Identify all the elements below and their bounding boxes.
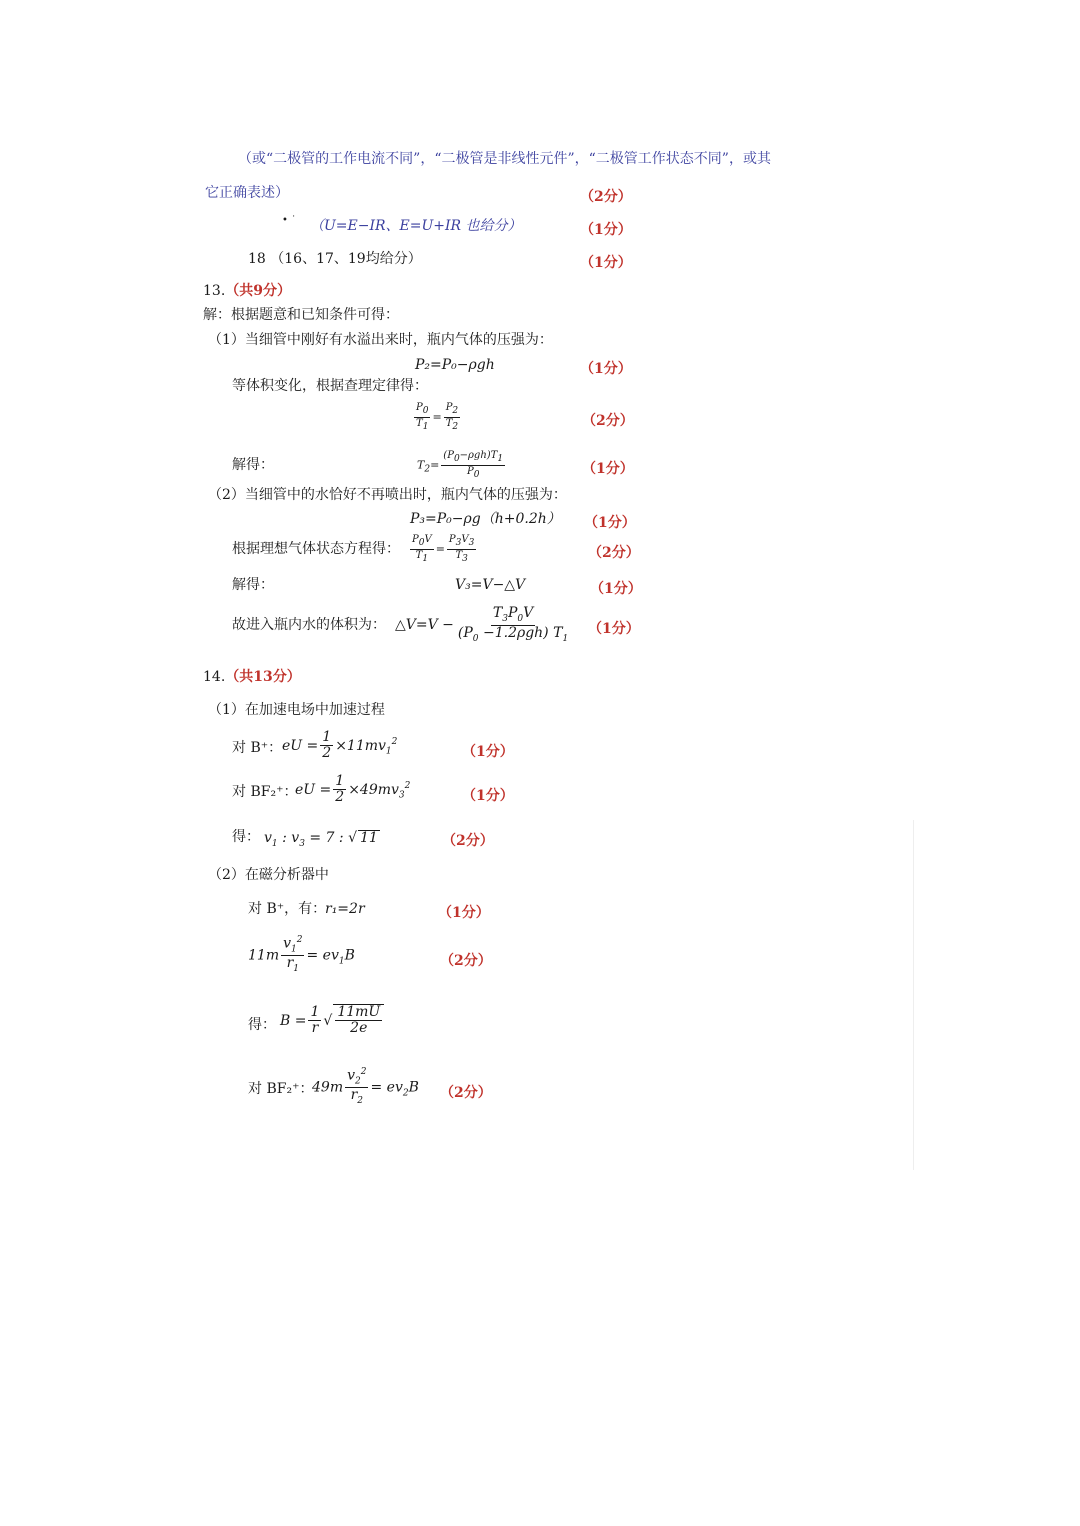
score-badge: （1分）: [462, 788, 514, 804]
ideal-gas-label: 根据理想气体状态方程得：: [232, 541, 400, 557]
b-radius-label: 对 B⁺，有：: [248, 901, 327, 917]
q13-number: 13.: [203, 283, 226, 299]
note-line-4: [248, 252, 422, 266]
q13-part1: （1）当细管中刚好有水溢出来时，瓶内气体的压强为：: [208, 332, 553, 348]
note-line-4-text: 18 （16、17、19均给分）: [248, 251, 422, 267]
q13-total: （共9分）: [225, 283, 292, 299]
score-badge: （1分）: [462, 744, 514, 760]
score-badge: （2分）: [440, 1085, 492, 1101]
score-badge: （2分）: [582, 413, 634, 429]
eq-b-energy: eU = $\frac{1}{2}$ $\times 11mv_1^2$: [282, 729, 398, 762]
b-field-label: 得：: [248, 1017, 276, 1033]
q14-part2: （2）在磁分析器中: [208, 867, 329, 883]
q14-part1: （1）在加速电场中加速过程: [208, 702, 385, 718]
score-badge: （1分）: [590, 581, 642, 597]
score-badge: （2分）: [588, 545, 640, 561]
score-badge: （1分）: [584, 515, 636, 531]
eq-bf2-energy: eU = $\frac{1}{2}$ $\times 49mv_3^2$: [295, 773, 411, 806]
bf2-ion-label: 对 BF₂⁺：: [232, 784, 298, 800]
q13-heading: [203, 284, 291, 298]
q14-heading: [203, 670, 301, 684]
score-badge: （1分）: [580, 222, 632, 238]
score-badge: （1分）: [580, 361, 632, 377]
eq-charles: $\frac{P_0}{T_1}$ = $\frac{P_2}{T_2}$: [416, 402, 459, 432]
note-line-1: （或“二极管的工作电流不同”，“二极管是非线性元件”，“二极管工作状态不同”，或其: [238, 151, 771, 167]
eq-t2: $T_2=$ $\frac{(P_0-\rho gh)T_1}{P_0}$: [417, 450, 504, 480]
q14-number: 14.: [203, 669, 226, 685]
score-badge: （2分）: [580, 189, 632, 205]
q14-total: （共13分）: [225, 669, 301, 685]
note-line-3: （U=E−IR、E=U+IR 也给分）: [310, 218, 522, 234]
eq-b-field: B = $\frac{1}{r}$ √ $\frac{11mU}{2e}$: [280, 1004, 384, 1037]
score-badge: （1分）: [438, 905, 490, 921]
eq-ideal-gas: $\frac{P_0V}{T_1}$ = $\frac{P_3V_3}{T_3}$: [412, 534, 475, 564]
score-badge: （1分）: [580, 255, 632, 271]
q13-part2: （2）当细管中的水恰好不再喷出时，瓶内气体的压强为：: [208, 487, 567, 503]
q13-intro: 解：根据题意和已知条件可得：: [203, 307, 399, 323]
eq-velocity-ratio: $v_1$ : $v_3 = 7$ : √ 11: [264, 830, 378, 849]
score-badge: （1分）: [582, 461, 634, 477]
eq-magnetic-force: 11m $\frac{v_1^2}{r_1}$ = $ev_1B$: [248, 935, 355, 975]
scan-edge-line: [913, 820, 914, 1170]
b-ion-label: 对 B⁺：: [232, 740, 283, 756]
note-line-2: 它正确表述）: [205, 185, 289, 201]
bf2-force-label: 对 BF₂⁺：: [248, 1081, 314, 1097]
final-volume-label: 故进入瓶内水的体积为：: [232, 617, 386, 633]
eq-p3: P₃=P₀−ρg（h+0.2h）: [410, 511, 561, 527]
solve-label: 解得：: [232, 457, 274, 473]
isochoric-text: 等体积变化，根据查理定律得：: [232, 378, 428, 394]
eq-v3: V₃=V−△V: [455, 577, 526, 593]
eq-p2: P₂=P₀−ρgh: [415, 357, 495, 373]
score-badge: （1分）: [588, 621, 640, 637]
score-badge: （2分）: [440, 953, 492, 969]
blot-mark: • ˙: [282, 215, 297, 226]
score-badge: （2分）: [442, 833, 494, 849]
eq-bf2-force: 49m $\frac{v_2^2}{r_2}$ = $ev_2B$: [312, 1067, 419, 1107]
ratio-label: 得：: [232, 829, 260, 845]
eq-delta-v: △V=V − $\frac{T_3P_0V}{(P_0 -1.2\rho gh) T_1}$: [395, 605, 569, 644]
solve-label: 解得：: [232, 577, 274, 593]
eq-r1: r₁=2r: [325, 901, 365, 917]
